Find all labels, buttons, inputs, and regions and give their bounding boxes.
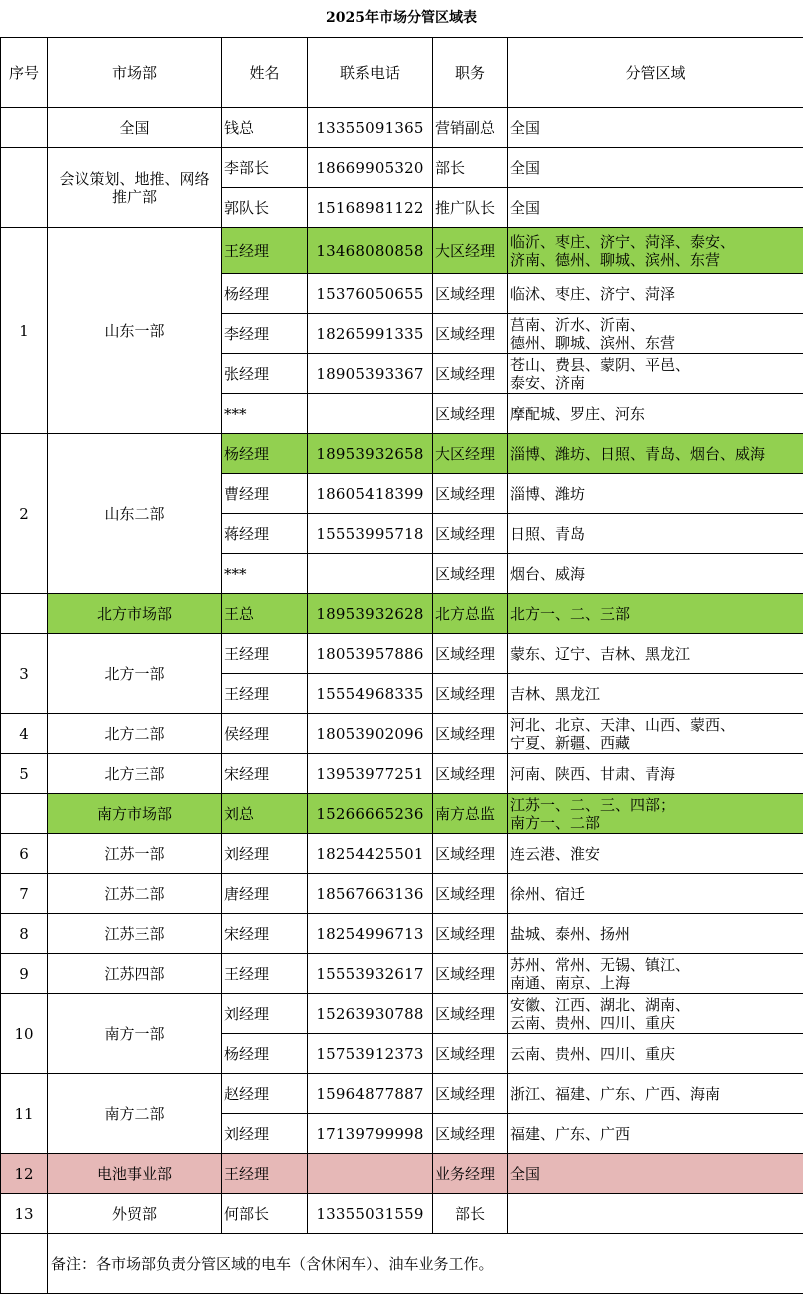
cell-name: 何部长 bbox=[222, 1194, 308, 1234]
cell-region: 临沂、枣庄、济宁、菏泽、泰安、 济南、德州、聊城、滨州、东营 bbox=[508, 228, 803, 274]
cell-seq: 5 bbox=[1, 754, 48, 794]
cell-phone bbox=[308, 554, 433, 594]
cell-dept: 江苏三部 bbox=[48, 914, 222, 954]
cell-phone: 18605418399 bbox=[308, 474, 433, 514]
cell-dept: 北方市场部 bbox=[48, 594, 222, 634]
cell-seq: 2 bbox=[1, 434, 48, 594]
cell-name: 刘经理 bbox=[222, 834, 308, 874]
cell-dept: 外贸部 bbox=[48, 1194, 222, 1234]
cell-name: 王经理 bbox=[222, 228, 308, 274]
cell-dept: 山东一部 bbox=[48, 228, 222, 434]
cell-name: 刘经理 bbox=[222, 1114, 308, 1154]
table-row bbox=[1, 1074, 803, 1114]
cell-name: *** bbox=[222, 554, 308, 594]
cell-dept: 江苏二部 bbox=[48, 874, 222, 914]
cell-region: 苏州、常州、无锡、镇江、 南通、南京、上海 bbox=[508, 954, 803, 994]
cell-phone: 13953977251 bbox=[308, 754, 433, 794]
cell-dept: 北方三部 bbox=[48, 754, 222, 794]
cell-region: 连云港、淮安 bbox=[508, 834, 803, 874]
cell-title: 部长 bbox=[433, 1194, 508, 1234]
cell-seq: 7 bbox=[1, 874, 48, 914]
cell-phone bbox=[308, 1154, 433, 1194]
cell-name: 刘经理 bbox=[222, 994, 308, 1034]
table-row bbox=[1, 874, 803, 914]
cell-region: 盐城、泰州、扬州 bbox=[508, 914, 803, 954]
cell-name: 杨经理 bbox=[222, 1034, 308, 1074]
cell-phone: 18265991335 bbox=[308, 314, 433, 354]
cell-title: 区域经理 bbox=[433, 874, 508, 914]
cell-dept: 南方二部 bbox=[48, 1074, 222, 1154]
cell-phone: 18254425501 bbox=[308, 834, 433, 874]
cell-title: 区域经理 bbox=[433, 994, 508, 1034]
cell-seq: 1 bbox=[1, 228, 48, 434]
cell-seq: 6 bbox=[1, 834, 48, 874]
cell-phone: 13468080858 bbox=[308, 228, 433, 274]
cell-name: 唐经理 bbox=[222, 874, 308, 914]
cell-region: 安徽、江西、湖北、湖南、 云南、贵州、四川、重庆 bbox=[508, 994, 803, 1034]
cell-dept: 南方市场部 bbox=[48, 794, 222, 834]
cell-name: 侯经理 bbox=[222, 714, 308, 754]
cell-region: 云南、贵州、四川、重庆 bbox=[508, 1034, 803, 1074]
header-name: 姓名 bbox=[222, 38, 308, 108]
cell-title: 区域经理 bbox=[433, 514, 508, 554]
cell-name: 郭队长 bbox=[222, 188, 308, 228]
cell-name: 王经理 bbox=[222, 1154, 308, 1194]
table-row bbox=[1, 228, 803, 274]
cell-phone: 15553932617 bbox=[308, 954, 433, 994]
cell-phone: 13355031559 bbox=[308, 1194, 433, 1234]
table-row bbox=[1, 594, 803, 634]
note-spacer bbox=[1, 1234, 48, 1294]
cell-seq: 8 bbox=[1, 914, 48, 954]
cell-title: 南方总监 bbox=[433, 794, 508, 834]
cell-name: 曹经理 bbox=[222, 474, 308, 514]
cell-region: 徐州、宿迁 bbox=[508, 874, 803, 914]
cell-region: 河南、陕西、甘肃、青海 bbox=[508, 754, 803, 794]
header-phone: 联系电话 bbox=[308, 38, 433, 108]
cell-title: 大区经理 bbox=[433, 434, 508, 474]
cell-phone: 15964877887 bbox=[308, 1074, 433, 1114]
header-row bbox=[1, 38, 803, 108]
cell-region: 吉林、黑龙江 bbox=[508, 674, 803, 714]
cell-region: 苍山、费县、蒙阴、平邑、 泰安、济南 bbox=[508, 354, 803, 394]
header-seq: 序号 bbox=[1, 38, 48, 108]
cell-title: 区域经理 bbox=[433, 754, 508, 794]
cell-region: 日照、青岛 bbox=[508, 514, 803, 554]
cell-phone bbox=[308, 394, 433, 434]
cell-region: 河北、北京、天津、山西、蒙西、 宁夏、新疆、西藏 bbox=[508, 714, 803, 754]
table-row bbox=[1, 794, 803, 834]
cell-region bbox=[508, 1194, 803, 1234]
cell-title: 区域经理 bbox=[433, 674, 508, 714]
cell-region: 烟台、威海 bbox=[508, 554, 803, 594]
cell-title: 业务经理 bbox=[433, 1154, 508, 1194]
cell-phone: 15753912373 bbox=[308, 1034, 433, 1074]
note-text: 备注：各市场部负责分管区域的电车（含休闲车）、油车业务工作。 bbox=[48, 1234, 803, 1294]
cell-seq: 3 bbox=[1, 634, 48, 714]
cell-name: 赵经理 bbox=[222, 1074, 308, 1114]
cell-name: 宋经理 bbox=[222, 914, 308, 954]
cell-name: 蒋经理 bbox=[222, 514, 308, 554]
cell-phone: 15376050655 bbox=[308, 274, 433, 314]
table-row bbox=[1, 1154, 803, 1194]
cell-title: 区域经理 bbox=[433, 1114, 508, 1154]
cell-seq bbox=[1, 594, 48, 634]
cell-region: 全国 bbox=[508, 188, 803, 228]
table-row bbox=[1, 714, 803, 754]
cell-title: 推广队长 bbox=[433, 188, 508, 228]
cell-region: 全国 bbox=[508, 148, 803, 188]
cell-phone: 18669905320 bbox=[308, 148, 433, 188]
cell-name: 杨经理 bbox=[222, 274, 308, 314]
table-row bbox=[1, 754, 803, 794]
cell-seq: 11 bbox=[1, 1074, 48, 1154]
cell-title: 区域经理 bbox=[433, 354, 508, 394]
cell-title: 大区经理 bbox=[433, 228, 508, 274]
cell-title: 区域经理 bbox=[433, 954, 508, 994]
cell-dept: 山东二部 bbox=[48, 434, 222, 594]
cell-region: 临沭、枣庄、济宁、菏泽 bbox=[508, 274, 803, 314]
cell-title: 区域经理 bbox=[433, 1074, 508, 1114]
cell-phone: 15553995718 bbox=[308, 514, 433, 554]
cell-phone: 18053957886 bbox=[308, 634, 433, 674]
cell-region: 蒙东、辽宁、吉林、黑龙江 bbox=[508, 634, 803, 674]
cell-phone: 18905393367 bbox=[308, 354, 433, 394]
cell-name: 刘总 bbox=[222, 794, 308, 834]
table-row bbox=[1, 994, 803, 1034]
cell-name: 王总 bbox=[222, 594, 308, 634]
cell-phone: 18953932658 bbox=[308, 434, 433, 474]
cell-name: 王经理 bbox=[222, 674, 308, 714]
cell-name: *** bbox=[222, 394, 308, 434]
cell-title: 营销副总 bbox=[433, 108, 508, 148]
cell-name: 王经理 bbox=[222, 634, 308, 674]
cell-name: 宋经理 bbox=[222, 754, 308, 794]
cell-dept: 南方一部 bbox=[48, 994, 222, 1074]
cell-region: 摩配城、罗庄、河东 bbox=[508, 394, 803, 434]
cell-title: 区域经理 bbox=[433, 914, 508, 954]
table-row bbox=[1, 914, 803, 954]
sheet-title: 2025年市场分管区域表 bbox=[326, 10, 477, 26]
cell-seq bbox=[1, 794, 48, 834]
cell-region: 江苏一、二、三、四部； 南方一、二部 bbox=[508, 794, 803, 834]
cell-seq bbox=[1, 108, 48, 148]
cell-region: 淄博、潍坊 bbox=[508, 474, 803, 514]
cell-dept: 会议策划、地推、网络推广部 bbox=[48, 148, 222, 228]
cell-seq: 10 bbox=[1, 994, 48, 1074]
cell-title: 区域经理 bbox=[433, 634, 508, 674]
note-row bbox=[1, 1234, 803, 1294]
cell-name: 杨经理 bbox=[222, 434, 308, 474]
header-title: 职务 bbox=[433, 38, 508, 108]
cell-phone: 18053902096 bbox=[308, 714, 433, 754]
table-row bbox=[1, 148, 803, 188]
table-row bbox=[1, 954, 803, 994]
cell-dept: 北方二部 bbox=[48, 714, 222, 754]
table-row bbox=[1, 834, 803, 874]
cell-phone: 13355091365 bbox=[308, 108, 433, 148]
header-dept: 市场部 bbox=[48, 38, 222, 108]
table-row bbox=[1, 1194, 803, 1234]
cell-name: 王经理 bbox=[222, 954, 308, 994]
cell-phone: 15266665236 bbox=[308, 794, 433, 834]
cell-phone: 18953932628 bbox=[308, 594, 433, 634]
cell-phone: 15168981122 bbox=[308, 188, 433, 228]
cell-title: 区域经理 bbox=[433, 314, 508, 354]
cell-seq: 12 bbox=[1, 1154, 48, 1194]
cell-phone: 15554968335 bbox=[308, 674, 433, 714]
cell-dept: 电池事业部 bbox=[48, 1154, 222, 1194]
cell-region: 莒南、沂水、沂南、 德州、聊城、滨州、东营 bbox=[508, 314, 803, 354]
header-region: 分管区域 bbox=[508, 38, 803, 108]
region-table bbox=[0, 37, 803, 1294]
cell-name: 李部长 bbox=[222, 148, 308, 188]
table-row bbox=[1, 434, 803, 474]
cell-title: 区域经理 bbox=[433, 714, 508, 754]
cell-dept: 江苏一部 bbox=[48, 834, 222, 874]
cell-name: 李经理 bbox=[222, 314, 308, 354]
cell-seq: 4 bbox=[1, 714, 48, 754]
cell-phone: 18567663136 bbox=[308, 874, 433, 914]
cell-region: 北方一、二、三部 bbox=[508, 594, 803, 634]
cell-title: 区域经理 bbox=[433, 1034, 508, 1074]
cell-phone: 15263930788 bbox=[308, 994, 433, 1034]
cell-seq: 13 bbox=[1, 1194, 48, 1234]
cell-region: 全国 bbox=[508, 1154, 803, 1194]
cell-dept: 北方一部 bbox=[48, 634, 222, 714]
cell-name: 钱总 bbox=[222, 108, 308, 148]
cell-title: 北方总监 bbox=[433, 594, 508, 634]
cell-title: 区域经理 bbox=[433, 834, 508, 874]
cell-title: 部长 bbox=[433, 148, 508, 188]
cell-seq bbox=[1, 148, 48, 228]
cell-name: 张经理 bbox=[222, 354, 308, 394]
cell-phone: 17139799998 bbox=[308, 1114, 433, 1154]
table-row bbox=[1, 634, 803, 674]
cell-title: 区域经理 bbox=[433, 554, 508, 594]
cell-dept: 江苏四部 bbox=[48, 954, 222, 994]
cell-seq: 9 bbox=[1, 954, 48, 994]
cell-phone: 18254996713 bbox=[308, 914, 433, 954]
cell-region: 淄博、潍坊、日照、青岛、烟台、威海 bbox=[508, 434, 803, 474]
cell-dept: 全国 bbox=[48, 108, 222, 148]
cell-region: 福建、广东、广西 bbox=[508, 1114, 803, 1154]
cell-title: 区域经理 bbox=[433, 474, 508, 514]
cell-region: 全国 bbox=[508, 108, 803, 148]
cell-title: 区域经理 bbox=[433, 394, 508, 434]
cell-title: 区域经理 bbox=[433, 274, 508, 314]
table-row bbox=[1, 108, 803, 148]
cell-region: 浙江、福建、广东、广西、海南 bbox=[508, 1074, 803, 1114]
